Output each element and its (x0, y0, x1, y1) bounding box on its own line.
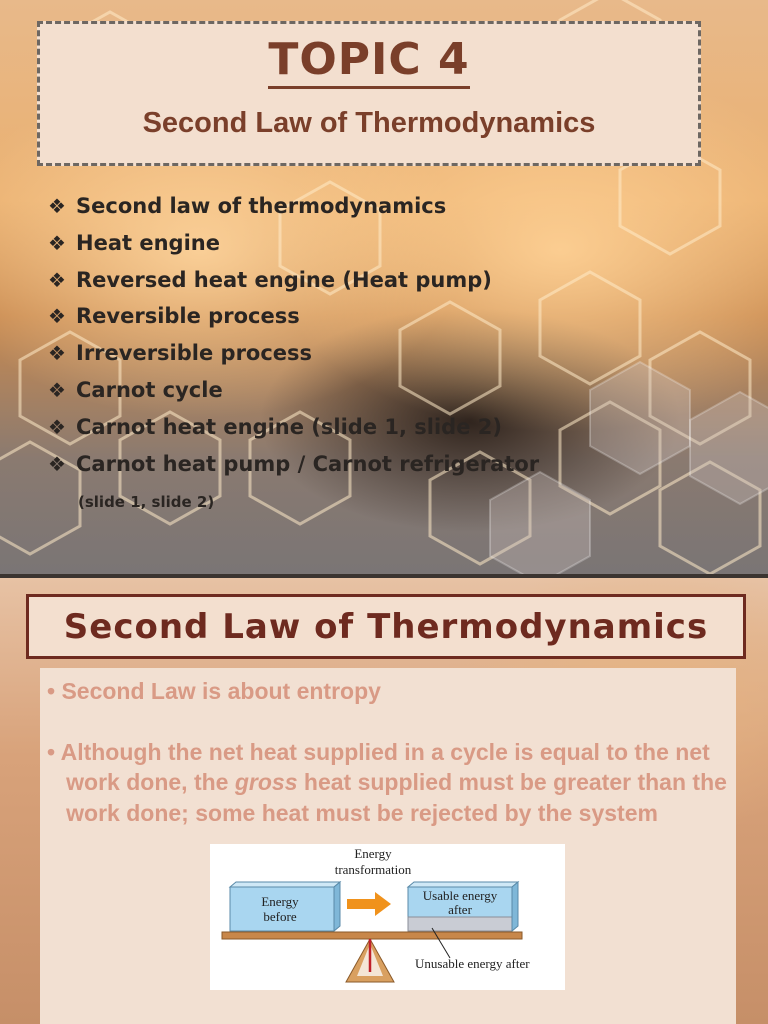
energy-transformation-diagram (210, 844, 565, 990)
diagram-title-line1: Energy (354, 846, 392, 861)
list-item: ❖ Carnot heat pump / Carnot refrigerator (48, 446, 539, 483)
topic-bullet-list (48, 188, 539, 522)
title-box (37, 21, 701, 166)
slide-heading: Second Law of Thermodynamics (63, 607, 709, 647)
point-heat-line3: work done; some heat must be rejected by the system (66, 799, 658, 826)
list-item: ❖ Irreversible process (48, 335, 539, 372)
topic-title: TOPIC 4 (268, 36, 469, 89)
list-item: ❖ Reversed heat engine (Heat pump) (48, 262, 539, 299)
emphasis-gross: gross (234, 769, 298, 795)
diamond-bullet-icon: ❖ (48, 451, 66, 476)
balance-beam (222, 932, 522, 939)
slide-second-law (0, 578, 768, 1024)
diamond-bullet-icon: ❖ (48, 341, 66, 366)
heading-box (26, 594, 746, 659)
point-entropy: • Second Law is about entropy (47, 678, 381, 704)
diamond-bullet-icon: ❖ (48, 194, 66, 218)
point-heat-line2: work done, the gross heat supplied must be greater than the (66, 769, 727, 795)
diamond-bullet-icon: ❖ (48, 267, 66, 292)
usable-energy-label-2: after (448, 902, 472, 917)
point-heat-line1: • Although the net heat supplied in a cycle is equal to the net (47, 738, 710, 765)
unusable-energy-layer (408, 917, 512, 931)
list-item: ❖ Heat engine (48, 225, 539, 262)
energy-before-label-2: before (263, 909, 297, 924)
energy-before-label-1: Energy (261, 894, 299, 909)
diamond-bullet-icon: ❖ (48, 304, 66, 329)
diamond-bullet-icon: ❖ (48, 230, 66, 255)
diagram-title-line2: transformation (334, 862, 412, 877)
content-text (47, 676, 731, 828)
list-item-continuation: (slide 1, slide 2) (78, 493, 215, 512)
list-item: ❖ Carnot heat engine (slide 1, slide 2) (48, 409, 539, 446)
topic-subtitle: Second Law of Thermodynamics (142, 107, 596, 139)
list-item: ❖ Second law of thermodynamics (48, 188, 539, 225)
list-item: ❖ Reversible process (48, 298, 539, 335)
unusable-energy-label: Unusable energy after (415, 956, 530, 971)
diamond-bullet-icon: ❖ (48, 414, 66, 439)
list-item: ❖ Carnot cycle (48, 372, 539, 409)
usable-energy-label-1: Usable energy (422, 888, 498, 903)
diamond-bullet-icon: ❖ (48, 377, 66, 402)
